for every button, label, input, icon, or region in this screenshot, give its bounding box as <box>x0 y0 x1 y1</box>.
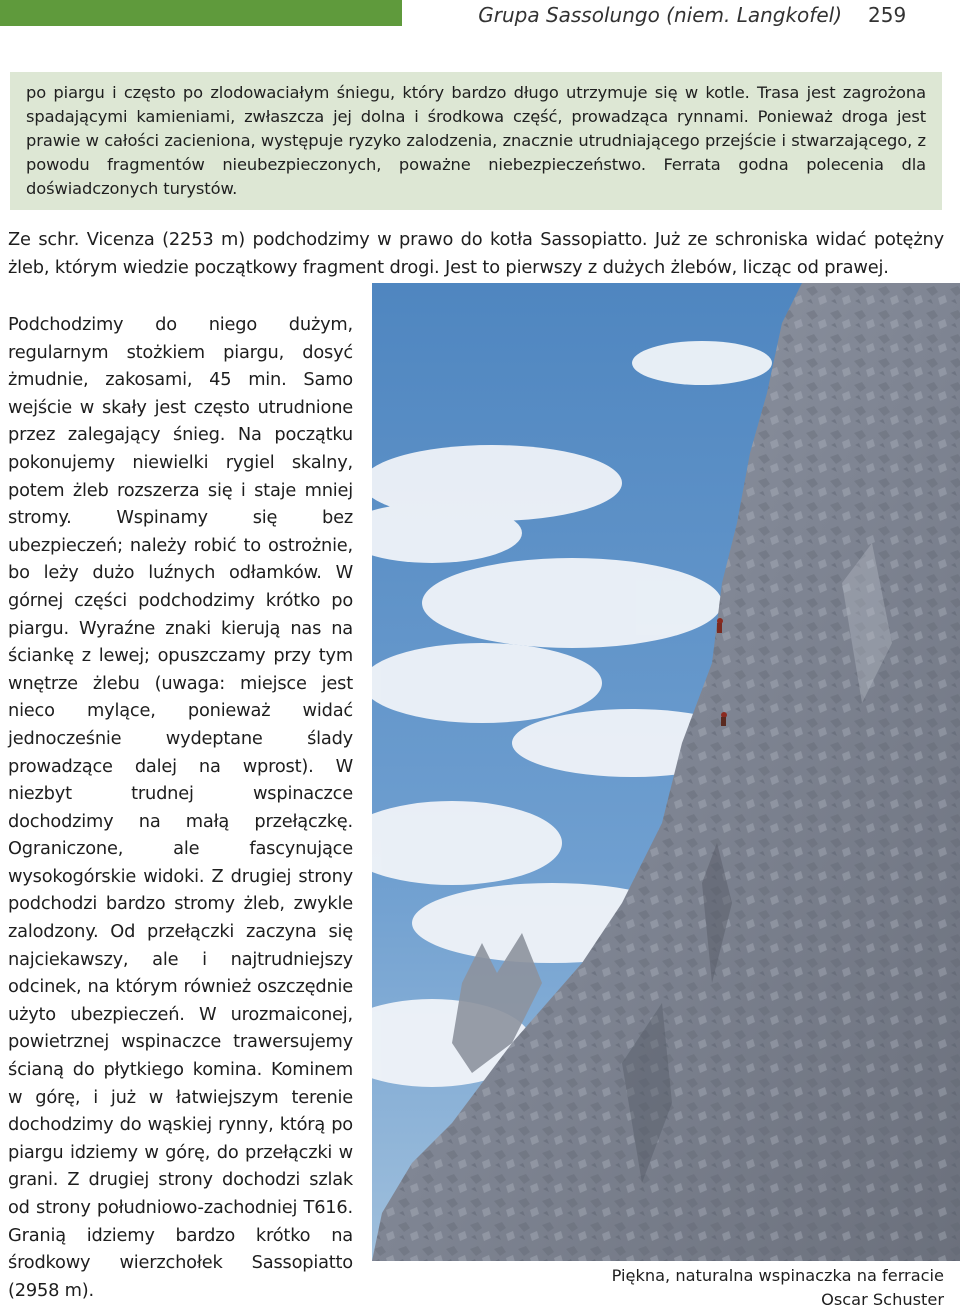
caption-line-1: Piękna, naturalna wspinaczka na ferracie <box>611 1266 944 1285</box>
caption-line-2: Oscar Schuster <box>821 1290 944 1309</box>
note-text: po piargu i często po zlodowaciałym śniegu, który bardzo długo utrzymuje się w kotle. Trasa jest zagrożona spadającymi kamieniami, zwłaszcza jej dolna i środkowa część, prowadząca rynnami. Ponieważ droga jest prawie w całości zacieniona, występuje ryzyko zalodzenia, znacznie utrudniającego przejście i stwarzającego, z powodu fragmentów nieubezpieczonych, poważne niebezpieczeństwo. Ferrata godna polecenia dla doświadczonych turystów. <box>26 83 926 198</box>
header-color-bar <box>0 0 402 26</box>
running-head-title: Grupa Sassolungo (niem. Langkofel) <box>478 3 842 27</box>
climbing-photo <box>372 283 960 1261</box>
route-description: Podchodzimy do niego dużym, regularnym stożkiem piargu, dosyć żmudnie, zakosami, 45 min. Samo wejście w skały jest często utrudnione przez zalegający śnieg. Na początku pokonujemy niewielki rygiel skalny, potem żleb rozszerza się i staje mniej stromy. Wspinamy się bez ubezpieczeń; należy robić to ostrożnie, bo leży dużo luźnych odłamków. W górnej części podchodzimy krótko po piargu. Wyraźne znaki kierują nas na ściankę z lewej; opuszczamy przy tym wnętrze żlebu (uwaga: miejsce jest nieco mylące, ponieważ widać jednocześnie wydeptane ślady prowadzące dalej na wprost). W niezbyt trudnej wspinaczce dochodzimy na małą przełączkę. Ograniczone, ale fascynujące wysokogórskie widoki. Z drugiej strony podchodzi bardzo stromy żleb, zwykle zalodzony. Od przełączki zaczyna się najciekawszy, ale i najtrudniejszy odcinek, na którym również oszczędnie użyto ubezpieczeń. W urozmaiconej, powietrznej wspinaczce trawersujemy ścianą do płytkiego komina. Kominem w górę, i już w łatwiejszym terenie dochodzimy do wąskiej rynny, którą po piargu idziemy w górę, do przełączki w grani. Z drugiej strony dochodzi szlak od strony południowo-zachodniej T616. Granią idziemy bardzo krótko na środkowy wierzchołek Sassopiatto (2958 m). <box>8 314 353 1301</box>
photo-caption <box>612 1264 944 1310</box>
intro-paragraph: Ze schr. Vicenza (2253 m) podchodzimy w prawo do kotła Sassopiatto. Już ze schroniska widać potężny żleb, którym wiedzie początkowy fragment drogi. Jest to pierwszy z dużych żlebów, licząc od prawej. <box>8 229 944 278</box>
note-box <box>10 72 942 210</box>
page-number: 259 <box>868 3 907 27</box>
